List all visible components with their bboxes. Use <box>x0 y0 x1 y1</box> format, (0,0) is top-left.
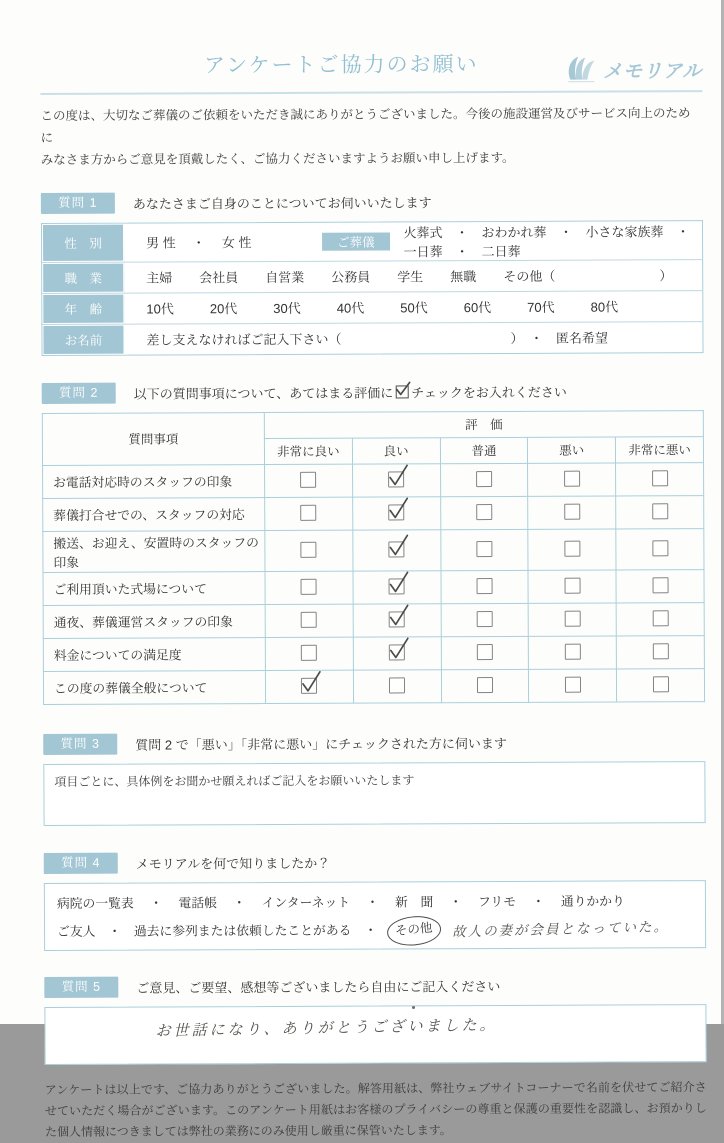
question3-header <box>43 731 705 755</box>
rating-cell <box>265 571 353 604</box>
option-item: ・ <box>366 894 379 910</box>
scan-dot-artifact <box>412 1006 415 1009</box>
question3-title: 質問 2 で「悪い」「非常に悪い」にチェックされた方に伺います <box>135 735 507 753</box>
rating-cell <box>441 570 529 603</box>
checkbox-icon <box>652 578 668 594</box>
profile-table <box>41 220 704 356</box>
rating-cell <box>265 637 353 670</box>
option-item: 主婦 <box>146 270 173 286</box>
rating-row-label: 料金についての満足度 <box>43 637 265 671</box>
option-item: ・ <box>531 893 545 909</box>
rating-cell <box>353 636 441 669</box>
rating-cell <box>353 570 441 603</box>
rating-cell <box>616 495 704 528</box>
checkbox-icon <box>564 611 580 627</box>
question1-header <box>41 190 703 214</box>
name-row <box>42 321 702 355</box>
checkbox-icon <box>564 578 580 594</box>
checkbox-icon <box>301 612 317 628</box>
option-item: 学生 <box>397 269 424 285</box>
rating-cell <box>528 570 616 603</box>
checkbox-icon <box>476 471 492 487</box>
checkbox-icon <box>652 504 668 520</box>
option-item: 会社員 <box>199 270 239 286</box>
question2-title-pre: 以下の質問事項について、あてはまる評価に <box>133 385 394 402</box>
rating-row <box>43 635 704 671</box>
checkbox-icon <box>565 644 581 660</box>
rating-cell <box>616 602 704 635</box>
question5-title: ご意見、ご要望、感想等ございましたら自由にご記入ください <box>136 978 501 996</box>
name-row-content <box>124 322 702 355</box>
checkbox-icon <box>652 541 668 557</box>
age-row-content <box>124 291 702 324</box>
checkbox-icon <box>565 677 581 693</box>
rating-cell <box>265 464 353 497</box>
question2-title-post: チェックをお入れください <box>411 384 567 401</box>
question4-chip: 質問 4 <box>44 852 118 873</box>
option-item: ・ <box>149 895 163 911</box>
checkbox-icon <box>301 542 317 558</box>
option-item: 40代 <box>336 300 365 316</box>
checkbox-icon <box>652 471 668 487</box>
rating-row <box>43 569 704 605</box>
rating-cell <box>265 497 353 530</box>
age-options <box>146 297 618 318</box>
logo-wordmark: メモリアル <box>603 60 703 83</box>
gender-options: 男 性 ・ 女 性 <box>146 235 252 251</box>
age-row-label: 年 齢 <box>42 293 124 323</box>
checkbox-icon <box>477 677 493 693</box>
checkbox-example-icon <box>396 385 409 398</box>
column-header-good: 良い <box>352 437 440 463</box>
rating-row-label: 葬儀打合せでの、スタッフの対応 <box>43 497 265 531</box>
option-item: 無職 <box>450 269 477 285</box>
option-item: 通りかかり <box>560 893 625 909</box>
rating-cell <box>528 496 616 529</box>
checkbox-icon <box>564 504 580 520</box>
question5-header <box>44 974 706 998</box>
rating-table <box>42 410 705 705</box>
rating-cell <box>441 603 529 636</box>
option-item: 電話帳 <box>178 894 217 911</box>
checkbox-icon <box>564 471 580 487</box>
name-entry-text: 差し支えなければご記入下さい（ ） ・ 匿名希望 <box>146 330 609 348</box>
rating-cell <box>528 529 616 570</box>
intro-line-1: この度は、大切なご葬儀のご依頼をいただき誠にありがとうございました。今後の施設運営及びサービス向上のために <box>40 106 691 145</box>
checkbox-icon <box>301 579 317 595</box>
rating-row-label: 搬送、お迎え、安置時のスタッフの印象 <box>43 530 265 572</box>
question3-box-text: 項目ごとに、具体例をお聞かせ願えればご記入をお願いいたします <box>54 772 415 789</box>
rating-cell <box>529 636 617 669</box>
option-item: 自営業 <box>265 269 305 286</box>
option-item: フリモ <box>478 893 517 909</box>
checkbox-icon <box>653 677 669 693</box>
question4-header <box>44 850 706 874</box>
option-item: 公務員 <box>331 269 371 285</box>
checkbox-icon <box>477 644 493 660</box>
occupation-row-label: 職 業 <box>42 262 124 292</box>
other-option-circled: その他 <box>386 914 442 948</box>
funeral-type-options: 火葬式 ・ おわかれ葬 ・ 小さな家族葬 ・ 一日葬 ・ 二日葬 <box>403 223 703 260</box>
age-row <box>42 290 702 324</box>
question4-answer-box <box>44 880 706 951</box>
rating-table-eval-header: 評 価 <box>264 410 703 438</box>
rating-cell <box>353 603 441 636</box>
option-item: 70代 <box>527 299 555 316</box>
column-header-very-bad: 非常に悪い <box>616 436 704 462</box>
checkbox-checked-icon <box>389 612 405 628</box>
memorial-logo <box>564 55 702 84</box>
rating-row <box>43 528 704 572</box>
rating-cell <box>352 463 440 496</box>
option-item: その他（ ） <box>503 268 673 285</box>
rating-cell <box>616 635 704 668</box>
option-item: 新 聞 <box>394 893 434 910</box>
checkbox-icon <box>476 504 492 520</box>
question4-options-line1 <box>57 889 693 916</box>
gender-row-label: 性 別 <box>42 223 124 261</box>
checkbox-icon <box>477 578 493 594</box>
occupation-row-content <box>124 260 702 293</box>
question5-answer-box <box>44 1004 706 1065</box>
rating-cell <box>528 463 616 496</box>
checkbox-checked-icon <box>389 542 405 558</box>
checkbox-icon <box>301 505 317 521</box>
option-item: ・ <box>449 893 463 909</box>
question3-answer-box <box>43 761 705 826</box>
gender-row <box>42 221 702 262</box>
question3-chip: 質問 3 <box>43 733 117 754</box>
question5-handwritten-answer: お世話になり、ありがとうございました。 <box>155 1016 498 1040</box>
option-item: 60代 <box>463 300 492 316</box>
intro-paragraph <box>40 103 702 172</box>
rating-row-label: この度の葬儀全般について <box>43 670 265 704</box>
page-content <box>40 0 707 1143</box>
occupation-row <box>42 259 702 293</box>
rating-row-label: 通夜、葬儀運営スタッフの印象 <box>43 604 265 638</box>
checkbox-icon <box>300 472 316 488</box>
option-item: 病院の一覧表 <box>56 895 134 911</box>
column-header-bad: 悪い <box>528 437 616 463</box>
checkbox-checked-icon <box>301 678 317 694</box>
option-item: 80代 <box>590 299 619 315</box>
checkbox-checked-icon <box>389 579 405 595</box>
rating-cell <box>441 636 529 669</box>
rating-cell <box>616 569 704 602</box>
footer-paragraph: アンケートは以上です、ご協力ありがとうございました。解答用紙は、弊社ウェブサイトコーナーで名前を伏せてご紹介させていただく場合がございます。このアンケート用紙はお客様のプライバシーの尊重と保護の重要性を認識し、お預かりした個人情報につきましては弊社の業務にのみ使用し厳重に保管いたします。 <box>44 1079 707 1139</box>
rating-cell <box>440 496 528 529</box>
rating-cell <box>616 462 704 495</box>
checkbox-checked-icon <box>388 472 404 488</box>
rating-row-label: ご利用頂いた式場について <box>43 571 265 605</box>
question1-chip: 質問 1 <box>41 192 115 213</box>
rating-row <box>43 602 704 638</box>
rating-cell <box>529 669 617 702</box>
name-row-label: お名前 <box>42 324 124 354</box>
question4-line2-options: ご友人 ・ 過去に参列または依頼したことがある ・ <box>57 922 378 940</box>
rating-cell <box>352 496 440 529</box>
column-header-excellent: 非常に良い <box>264 438 352 464</box>
rating-cell <box>265 604 353 637</box>
option-item: 10代 <box>146 301 174 317</box>
rating-cell <box>617 668 705 701</box>
rating-cell <box>440 463 528 496</box>
rating-row <box>43 495 704 531</box>
gender-row-content <box>124 221 702 262</box>
checkbox-icon <box>389 678 405 694</box>
rating-cell <box>353 529 441 570</box>
memorial-flower-icon <box>564 56 598 84</box>
option-item: ・ <box>232 894 246 910</box>
checkbox-icon <box>477 611 493 627</box>
page-title: アンケートご協力のお願い <box>203 53 479 78</box>
question2-title <box>134 381 567 402</box>
question5-chip: 質問 5 <box>44 976 118 997</box>
checkbox-icon <box>564 541 580 557</box>
option-item: 30代 <box>273 300 301 317</box>
rating-cell <box>529 603 617 636</box>
rating-cell <box>440 529 528 570</box>
rating-row <box>43 668 704 704</box>
rating-table-item-header: 質問事項 <box>42 412 264 465</box>
checkbox-icon <box>301 645 317 661</box>
header-divider <box>40 90 702 95</box>
page-header <box>40 47 702 86</box>
question2-header <box>42 380 704 404</box>
rating-cell <box>616 528 704 569</box>
question4-title: メモリアルを何で知りましたか？ <box>135 855 331 872</box>
rating-cell <box>441 669 529 702</box>
occupation-options <box>146 265 672 286</box>
rating-cell <box>353 669 441 702</box>
question4-options-line2 <box>57 915 693 947</box>
checkbox-icon <box>652 644 668 660</box>
checkbox-icon <box>652 611 668 627</box>
option-item: 50代 <box>400 300 428 316</box>
rating-cell <box>265 670 353 703</box>
question1-title: あなたさまご自身のことについてお伺いいたします <box>132 194 432 212</box>
checkbox-icon <box>476 541 492 557</box>
option-item: インターネット <box>261 894 351 910</box>
question2-chip: 質問 2 <box>42 382 116 403</box>
funeral-type-chip: ご葬儀 <box>322 232 390 250</box>
option-item: 20代 <box>209 301 238 317</box>
checkbox-checked-icon <box>388 505 404 521</box>
checkbox-checked-icon <box>389 645 405 661</box>
question4-handwritten-answer: 故人の妻が会員となっていた。 <box>452 919 670 940</box>
column-header-average: 普通 <box>440 437 528 463</box>
rating-row <box>43 462 704 498</box>
rating-cell <box>265 530 353 571</box>
intro-line-2: みなさま方からご意見を頂戴したく、ご協力くださいますようお願い申し上げます。 <box>40 150 515 167</box>
rating-row-label: お電話対応時のスタッフの印象 <box>43 464 265 498</box>
